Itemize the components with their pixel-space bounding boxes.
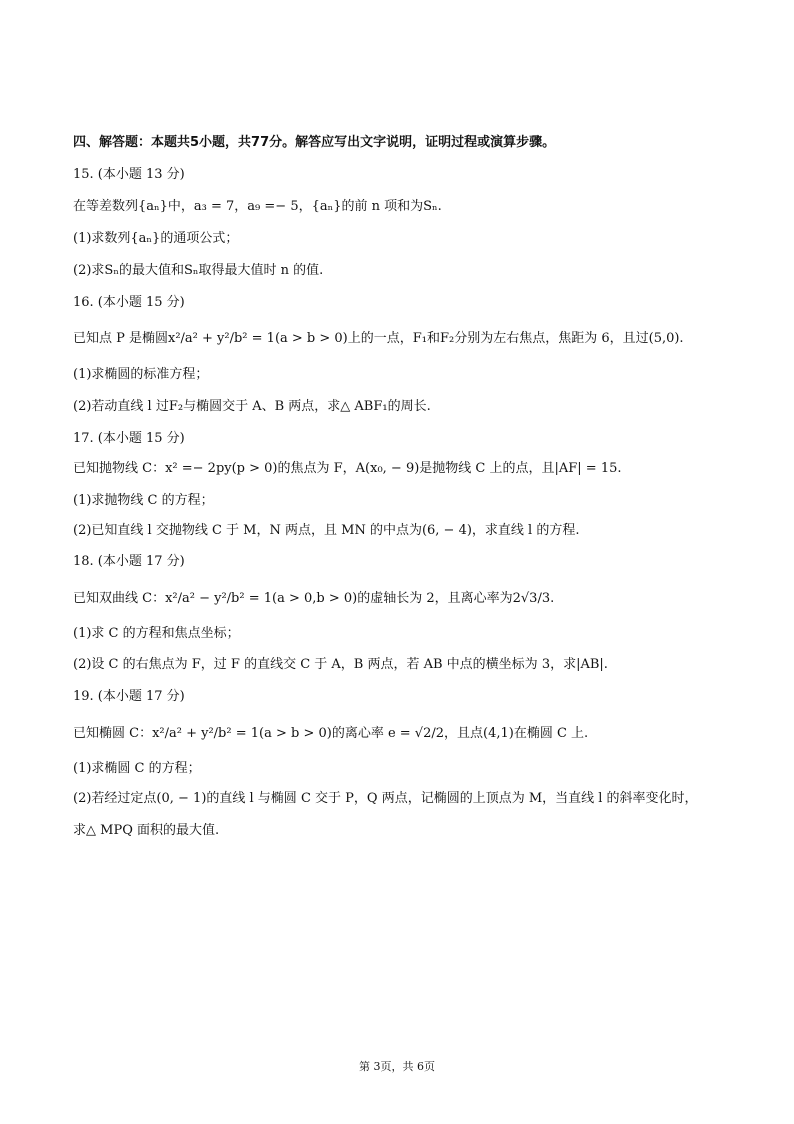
problem-15-part-1: (1)求数列{aₙ}的通项公式；	[73, 231, 239, 246]
problem-15-part-2: (2)求Sₙ的最大值和Sₙ取得最大值时 n 的值.	[73, 263, 324, 278]
problem-19-part-2: (2)若经过定点(0, − 1)的直线 l 与椭圆 C 交于 P，Q 两点，记椭圆的上顶点为 M，当直线 l 的斜率变化时，	[73, 791, 698, 806]
problem-15-stem: 在等差数列{aₙ}中，a₃ = 7，a₉ =− 5，{aₙ}的前 n 项和为Sₙ.	[73, 199, 442, 214]
problem-16-part-1: (1)求椭圆的标准方程；	[73, 367, 209, 382]
problem-19-stem: 已知椭圆 C：x²/a² + y²/b² = 1(a > b > 0)的离心率 e = √2/2，且点(4,1)在椭圆 C 上.	[73, 726, 589, 741]
problem-18-part-1: (1)求 C 的方程和焦点坐标；	[73, 626, 240, 641]
problem-17-stem: 已知抛物线 C：x² =− 2py(p > 0)的焦点为 F，A(x₀, − 9)是抛物线 C 上的点，且|AF| = 15.	[73, 461, 622, 476]
problem-17-header: 17. (本小题 15 分)	[73, 431, 185, 446]
problem-17-part-2: (2)已知直线 l 交抛物线 C 于 M，N 两点，且 MN 的中点为(6, − 4)，求直线 l 的方程.	[73, 523, 580, 538]
problem-19-header: 19. (本小题 17 分)	[73, 689, 185, 704]
problem-18-part-2: (2)设 C 的右焦点为 F，过 F 的直线交 C 于 A，B 两点，若 AB 中点的横坐标为 3，求|AB|.	[73, 657, 608, 672]
problem-17-part-1: (1)求抛物线 C 的方程；	[73, 493, 214, 508]
problem-16-stem: 已知点 P 是椭圆x²/a² + y²/b² = 1(a > b > 0)上的一点，F₁和F₂分别为左右焦点，焦距为 6，且过(5,0).	[73, 331, 684, 346]
problem-15-header: 15. (本小题 13 分)	[73, 167, 185, 182]
problem-16-header: 16. (本小题 15 分)	[73, 295, 185, 310]
problem-18-header: 18. (本小题 17 分)	[73, 554, 185, 569]
problem-16-part-2: (2)若动直线 l 过F₂与椭圆交于 A、B 两点，求△ ABF₁的周长.	[73, 399, 431, 414]
section-heading: 四、解答题：本题共5小题，共77分。解答应写出文字说明，证明过程或演算步骤。	[73, 135, 556, 150]
problem-18-stem: 已知双曲线 C：x²/a² − y²/b² = 1(a > 0,b > 0)的虚轴长为 2，且离心率为2√3/3.	[73, 591, 555, 606]
problem-19-part-1: (1)求椭圆 C 的方程；	[73, 761, 201, 776]
page-footer: 第 3页，共 6页	[359, 1060, 435, 1073]
problem-19-part-2-continued: 求△ MPQ 面积的最大值.	[73, 823, 220, 838]
